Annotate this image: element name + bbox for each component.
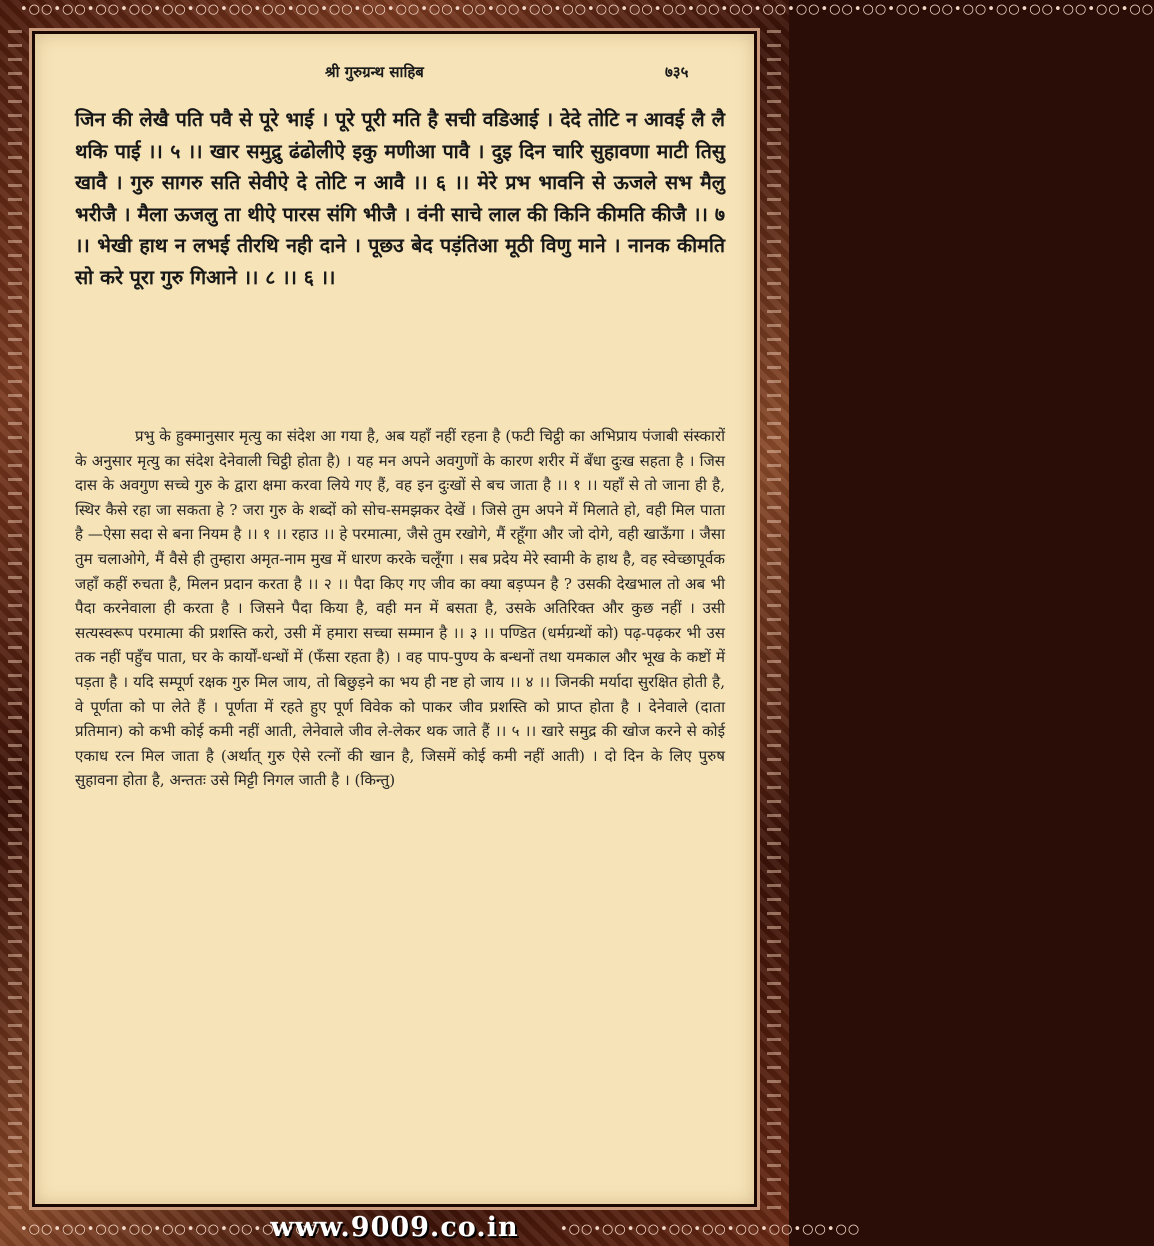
scripture-page xyxy=(35,34,754,1204)
gurmukhi-verse-transliteration: जिन की लेखै पति पवै से पूरे भाई । पूरे पूरी मति है सची वडिआई । देदे तोटि न आवई लै लै थकि पाई ।। ५ ।। खार समुद्रु ढंढोलीऐ इकु मणीआ पावै । दुइ दिन चारि सुहावणा माटी तिसु खावै । गुरु सागरु सति सेवीऐ दे तोटि न आवै ।। ६ ।। मेरे प्रभ भावनि से ऊजले सभ मैलु भरीजै । मैला ऊजलु ता थीऐ पारस संगि भीजै । वंनी साचे लाल की किनि कीमति कीजै ।। ७ ।। भेखी हाथ न लभई तीरथि नही दाने । पूछउ बेद पड़ंतिआ मूठी विणु माने । नानक कीमति सो करे पूरा गुरु गिआने ।। ८ ।। ६ ।। xyxy=(75,108,725,289)
website-watermark[interactable]: www.9009.co.in xyxy=(270,1212,519,1243)
commentary-text: प्रभु के हुक्मानुसार मृत्यु का संदेश आ गया है, अब यहाँ नहीं रहना है (फटी चिट्ठी का अभिप्राय पंजाबी संस्कारों के अनुसार मृत्यु का संदेश देनेवाली चिट्ठी होता है) । यह मन अपने अवगुणों के कारण शरीर में बँधा दुःख सहता है । जिस दास के अवगुण सच्चे गुरु के द्वारा क्षमा करवा लिये गए हैं, वह इन दुःखों से बच जाता है ।। १ ।। यहाँ से तो जाना ही है, स्थिर कैसे रहा जा सकता हे ? जरा गुरु के शब्दों को सोच-समझकर देखें । जिसे तुम अपने में मिलाते हो, वही मिल पाता है —ऐसा सदा से बना नियम है ।। १ ।। रहाउ ।। हे परमात्मा, जैसे तुम रखोगे, मैं रहूँगा और जो दोगे, वही खाऊँगा । जैसा तुम चलाओगे, मैं वैसे ही तुम्हारा अमृत-नाम मुख में धारण करके चलूँगा । सब प्रदेय मेरे स्वामी के हाथ है, वह स्वेच्छापूर्वक जहाँ कहीं रुचता है, मिलन प्रदान करता है ।। २ ।। पैदा किए गए जीव का क्या बड़प्पन है ? उसकी देखभाल तो अब भी पैदा करनेवाला ही करता है । जिसने पैदा किया है, वही मन में बसता है, उसके अतिरिक्त और कुछ नहीं । उसी सत्यस्वरूप परमात्मा की प्रशस्ति करो, उसी में हमारा सच्चा सम्मान है ।। ३ ।। पण्डित (धर्मग्रन्थों को) पढ़-पढ़कर भी उस तक नहीं पहुँच पाता, घर के कार्यों-धन्धों में (फँसा रहता है) । वह पाप-पुण्य के बन्धनों तथा यमकाल और भूख के कष्टों में पड़ता है । यदि सम्पूर्ण रक्षक गुरु मिल जाय, तो बिछुड़ने का भय ही नष्ट हो जाय ।। ४ ।। जिनकी मर्यादा सुरक्षित होती है, वे पूर्णता को पा लेते हैं । पूर्णता में रहते हुए पूर्ण विवेक को पाकर जीव प्रशस्ति को प्राप्त होता है । देनेवाले (दाता प्रतिमान) को कभी कोई कमी नहीं आती, लेनेवाले जीव ले-लेकर थक जाते हैं ।। ५ ।। खारे समुद्र की खोज करने से कोई एकाध रत्न मिल जाता है (अर्थात् गुरु ऐसे रत्नों की खान है, जिसमें कोई कमी नहीं आती) । दो दिन के लिए पुरुष सुहावना होता है, अन्ततः उसे मिट्टी निगल जाती है । (किन्तु) xyxy=(75,427,725,790)
hindi-commentary xyxy=(75,424,725,793)
border-ornament-left xyxy=(8,30,22,1210)
border-ornament-bottom-right: •○○•○○•○○•○○•○○•○○•○○•○○•○○ xyxy=(560,1222,861,1237)
border-ornament-bottom-left: •○○•○○•○○•○○•○○•○○•○○•○○•○○ xyxy=(20,1222,321,1237)
border-ornament-right xyxy=(767,30,781,1210)
page-number: ७३५ xyxy=(665,63,689,81)
page-title: श्री गुरुग्रन्थ साहिब xyxy=(325,63,424,81)
border-ornament-top: •○○•○○•○○•○○•○○•○○•○○•○○•○○•○○•○○•○○•○○•○○•○○•○○•○○•○○•○○•○○•○○•○○•○○•○○•○○•○○•○○•○○•○○•○○•○○•○○•○○•○○ xyxy=(20,2,1154,17)
